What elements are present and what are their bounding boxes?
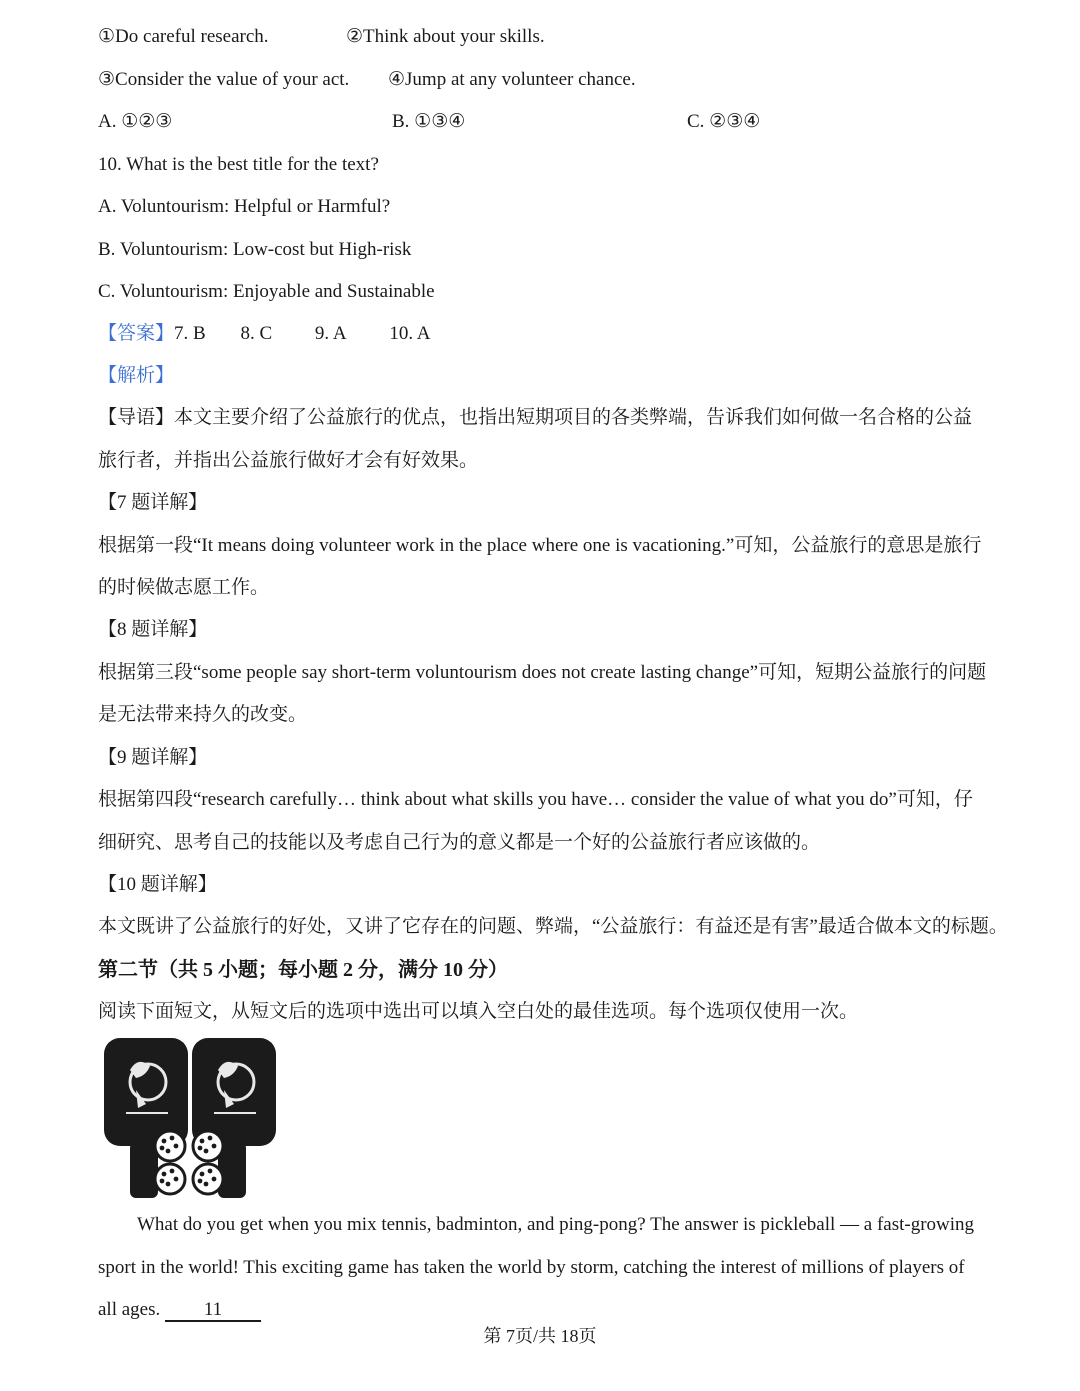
- q9-detail-line-1: 根据第四段“research carefully… think about what skills you have… consider the value of what you do”可知，仔: [98, 789, 973, 810]
- pickleball-paddles-image: [100, 1034, 280, 1202]
- q10-question: 10. What is the best title for the text?: [98, 154, 379, 175]
- passage-line-3-text: all ages.: [98, 1299, 166, 1320]
- section-2-instruction: 阅读下面短文，从短文后的选项中选出可以填入空白处的最佳选项。每个选项仅使用一次。: [98, 1001, 859, 1022]
- q9-detail-line-2: 细研究、思考自己的技能以及考虑自己行为的意义都是一个好的公益旅行者应该做的。: [98, 832, 821, 853]
- q9-option-2: ②Think about your skills.: [346, 26, 545, 47]
- q10-choice-a: A. Voluntourism: Helpful or Harmful?: [98, 196, 391, 217]
- q10-detail-line-1: 本文既讲了公益旅行的好处，又讲了它存在的问题、弊端，“公益旅行：有益还是有害”最适合做本文的标题。: [98, 916, 1008, 937]
- passage-line-3: [98, 1297, 261, 1323]
- q9-choice-a: A. ①②③: [98, 111, 173, 132]
- answer-8: 8. C: [240, 323, 273, 344]
- q9-choice-c: C. ②③④: [687, 111, 761, 132]
- q7-detail-line-1: 根据第一段“It means doing volunteer work in the place where one is vacationing.”可知，公益旅行的意思是旅行: [98, 535, 982, 556]
- q8-detail-line-2: 是无法带来持久的改变。: [98, 704, 308, 725]
- q10-choice-c: C. Voluntourism: Enjoyable and Sustainable: [98, 281, 435, 302]
- q9-detail-title: 【9 题详解】: [98, 747, 208, 768]
- q9-option-1: ①Do careful research.: [98, 26, 269, 47]
- q9-choice-b: B. ①③④: [392, 111, 466, 132]
- blank-11: 11: [165, 1300, 261, 1322]
- q10-choice-b: B. Voluntourism: Low-cost but High-risk: [98, 239, 412, 260]
- q9-option-3: ③Consider the value of your act.: [98, 69, 350, 90]
- answer-7: 7. B: [174, 323, 206, 344]
- analysis-intro-line-1: 【导语】本文主要介绍了公益旅行的优点，也指出短期项目的各类弊端，告诉我们如何做一名合格的公益: [98, 407, 973, 428]
- q8-detail-title: 【8 题详解】: [98, 619, 208, 640]
- q8-detail-line-1: 根据第三段“some people say short-term voluntourism does not create lasting change”可知，短期公益旅行的问题: [98, 662, 987, 683]
- q7-detail-line-2: 的时候做志愿工作。: [98, 577, 270, 598]
- answer-9: 9. A: [314, 323, 347, 344]
- answer-line: [98, 321, 431, 347]
- q10-detail-title: 【10 题详解】: [98, 874, 217, 895]
- analysis-label: 【解析】: [98, 365, 175, 386]
- answer-10: 10. A: [389, 323, 431, 344]
- page-footer: 第 7页/共 18页: [483, 1326, 597, 1346]
- section-2-heading: 第二节（共 5 小题；每小题 2 分，满分 10 分）: [98, 959, 508, 981]
- q9-option-4: ④Jump at any volunteer chance.: [388, 69, 636, 90]
- q7-detail-title: 【7 题详解】: [98, 492, 208, 513]
- answer-label: 【答案】: [98, 323, 175, 344]
- passage-line-1: What do you get when you mix tennis, badminton, and ping-pong? The answer is pickleball — a fast-growing: [137, 1214, 975, 1235]
- analysis-intro-line-2: 旅行者，并指出公益旅行做好才会有好效果。: [98, 450, 479, 471]
- pickleballs: [155, 1131, 223, 1194]
- passage-line-2: sport in the world! This exciting game has taken the world by storm, catching the interest of millions of players of: [98, 1257, 965, 1278]
